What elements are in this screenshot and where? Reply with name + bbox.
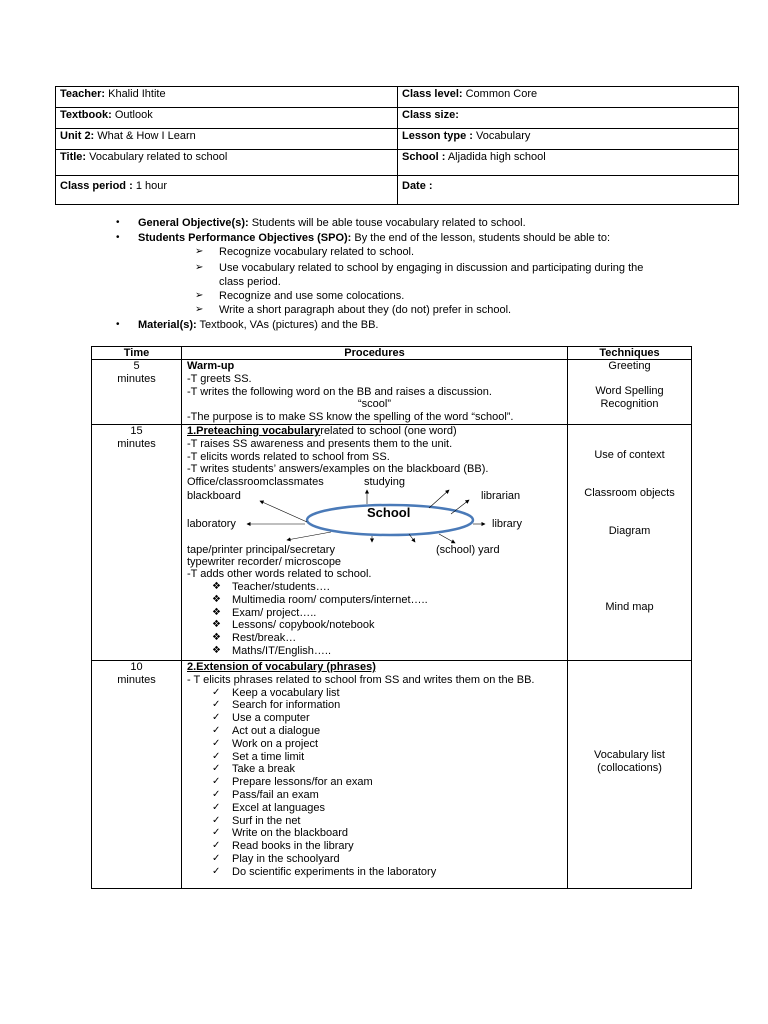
diamond-bullet-icon: ❖: [212, 606, 221, 618]
check-bullet-icon: ✓: [212, 788, 221, 800]
list-item: [187, 581, 562, 594]
step-title-rest: related to school (one word): [320, 424, 457, 437]
time-cell: [92, 660, 182, 888]
procedure-cell: [182, 424, 568, 660]
time-value: 15: [130, 424, 143, 437]
technique-item: Word Spelling: [595, 384, 664, 397]
materials-text: Textbook, VAs (pictures) and the BB.: [199, 319, 379, 331]
unit-value: What & How I Learn: [97, 130, 196, 142]
procedure-cell: [182, 360, 568, 425]
phrase-list: [187, 687, 562, 879]
col-time: Time: [92, 347, 182, 360]
arrow-bullet-icon: ➢: [195, 304, 204, 315]
textbook-value: Outlook: [114, 109, 153, 121]
check-bullet-icon: ✓: [212, 865, 221, 877]
list-item: [187, 866, 562, 879]
arrow-line: [287, 532, 331, 540]
round-bullet-icon: •: [116, 232, 120, 243]
procedure-line: “scool”: [357, 398, 391, 411]
class-level-cell: [398, 87, 739, 108]
textbook-cell: [56, 108, 398, 129]
arrow-line: [439, 534, 455, 543]
unit-cell: [56, 129, 398, 150]
check-bullet-icon: ✓: [212, 763, 221, 775]
title-cell: [56, 150, 398, 176]
general-objective-text: Students will be able touse vocabulary related to school.: [251, 217, 526, 229]
check-bullet-icon: ✓: [212, 699, 221, 711]
teacher-label: Teacher:: [60, 88, 106, 100]
procedure-line: -T greets SS.: [187, 372, 252, 385]
diamond-bullet-icon: ❖: [212, 619, 221, 631]
date-label: Date :: [402, 180, 433, 192]
list-item: [187, 853, 562, 866]
time-unit: minutes: [117, 673, 156, 686]
list-item: [187, 687, 562, 700]
table-row: [92, 424, 692, 660]
step-title: Warm-up: [187, 360, 235, 372]
time-cell: [92, 360, 182, 425]
lesson-procedure-table: [91, 346, 692, 889]
class-level-value: Common Core: [465, 88, 538, 100]
check-bullet-icon: ✓: [212, 840, 221, 852]
diamond-bullet-icon: ❖: [212, 632, 221, 644]
col-procedures: Procedures: [182, 347, 568, 360]
period-cell: [56, 176, 398, 205]
list-item: [187, 827, 562, 840]
list-item: [187, 776, 562, 789]
materials: [138, 319, 379, 332]
list-item-text: Teacher/students….: [232, 580, 330, 593]
check-bullet-icon: ✓: [212, 814, 221, 826]
unit-label: Unit 2:: [60, 130, 95, 142]
list-item: [187, 763, 562, 776]
spo-item: Write a short paragraph about they (do not) prefer in school.: [219, 304, 512, 316]
check-bullet-icon: ✓: [212, 801, 221, 813]
technique-item: Vocabulary list: [594, 748, 665, 761]
list-item: [187, 619, 562, 632]
procedure-line: - T elicits phrases related to school from SS and writes them on the BB.: [187, 673, 535, 686]
procedure-line: -T writes the following word on the BB and raises a discussion.: [187, 385, 492, 398]
round-bullet-icon: •: [116, 319, 120, 330]
list-item-text: Rest/break…: [232, 632, 297, 645]
materials-label: Material(s):: [138, 319, 197, 331]
table-header-row: [92, 347, 692, 360]
step-title: 2.Extension of vocabulary (phrases): [187, 660, 376, 673]
spo-item: Recognize and use some colocations.: [219, 290, 405, 302]
time-cell: [92, 424, 182, 660]
diamond-bullet-icon: ❖: [212, 593, 221, 605]
list-item-text: Do scientific experiments in the laboratory: [232, 865, 437, 878]
arrow-bullet-icon: ➢: [195, 290, 204, 301]
list-item-text: Search for information: [232, 699, 341, 712]
list-item-text: Excel at languages: [232, 801, 325, 814]
check-bullet-icon: ✓: [212, 776, 221, 788]
diagram-word: tape/printer principal/secretary: [187, 544, 335, 557]
list-item: [187, 594, 562, 607]
list-item: [187, 725, 562, 738]
list-item-text: Use a computer: [232, 712, 310, 725]
list-item-text: Write on the blackboard: [232, 827, 348, 840]
list-item-text: Act out a dialogue: [232, 724, 321, 737]
spo-text: By the end of the lesson, students should be able to:: [354, 232, 611, 244]
arrow-line: [429, 490, 449, 508]
table-row: [92, 360, 692, 425]
teacher-cell: [56, 87, 398, 108]
teacher-value: Khalid Ihtite: [108, 88, 166, 100]
list-item-text: Pass/fail an exam: [232, 788, 319, 801]
list-item-text: Work on a project: [232, 737, 319, 750]
list-item-text: Maths/IT/English…..: [232, 644, 332, 657]
time-value: 10: [130, 660, 143, 673]
step-title: 1.Preteaching vocabulary: [187, 424, 321, 437]
check-bullet-icon: ✓: [212, 852, 221, 864]
round-bullet-icon: •: [116, 217, 120, 228]
list-item-text: Take a break: [232, 763, 295, 776]
spo-item: Use vocabulary related to school by engaging in discussion and participating during the: [219, 262, 644, 274]
procedure-line: -The purpose is to make SS know the spelling of the word “school”.: [187, 411, 514, 424]
lesson-type-cell: [398, 129, 739, 150]
header-row: [56, 129, 739, 150]
general-objective-label: General Objective(s):: [138, 217, 249, 229]
spo-item: class period.: [219, 276, 281, 288]
diagram-center-word: School: [367, 505, 411, 521]
school-cell: [398, 150, 739, 176]
arrow-bullet-icon: ➢: [195, 262, 204, 273]
school-value: Aljadida high school: [447, 151, 546, 163]
class-level-label: Class level:: [402, 88, 463, 100]
period-value: 1 hour: [135, 180, 168, 192]
list-item: [187, 789, 562, 802]
header-row: [56, 150, 739, 176]
list-item-text: Exam/ project…..: [232, 606, 317, 619]
procedure-line: -T adds other words related to school.: [187, 568, 372, 581]
title-value: Vocabulary related to school: [89, 151, 228, 163]
diagram-word: blackboard: [187, 490, 241, 503]
check-bullet-icon: ✓: [212, 724, 221, 736]
list-item-text: Lessons/ copybook/notebook: [232, 619, 375, 632]
header-row: [56, 108, 739, 129]
list-item-text: Keep a vocabulary list: [232, 686, 340, 699]
arrow-line: [260, 501, 307, 522]
diagram-word: librarian: [481, 490, 521, 503]
lesson-type-value: Vocabulary: [475, 130, 531, 142]
technique-cell: [568, 424, 692, 660]
list-item: [187, 645, 562, 658]
technique-item: Greeting: [608, 360, 651, 372]
class-size-label: Class size:: [402, 109, 459, 121]
class-size-cell: [398, 108, 739, 129]
diamond-bullet-icon: ❖: [212, 580, 221, 592]
diagram-word: studying: [364, 476, 405, 489]
arrow-bullet-icon: ➢: [195, 246, 204, 257]
list-item: [187, 751, 562, 764]
check-bullet-icon: ✓: [212, 712, 221, 724]
list-item: [187, 802, 562, 815]
diagram-word: (school) yard: [436, 544, 500, 557]
check-bullet-icon: ✓: [212, 686, 221, 698]
header-row: [56, 87, 739, 108]
procedure-line: -T writes students’ answers/examples on the blackboard (BB).: [187, 463, 489, 476]
list-item: [187, 738, 562, 751]
date-cell: [398, 176, 739, 205]
time-value: 5: [133, 360, 140, 372]
diagram-word: Office/classroomclassmates: [187, 476, 324, 489]
textbook-label: Textbook:: [60, 109, 112, 121]
table-row: [92, 660, 692, 888]
technique-item: Mind map: [605, 600, 654, 613]
header-row: [56, 176, 739, 205]
title-label: Title:: [60, 151, 87, 163]
diagram-word: library: [492, 518, 522, 531]
check-bullet-icon: ✓: [212, 750, 221, 762]
list-item: [187, 699, 562, 712]
technique-item: Classroom objects: [584, 486, 675, 499]
list-item: [187, 632, 562, 645]
spo: [138, 232, 610, 245]
lesson-header-table: [55, 86, 739, 205]
list-item: [187, 815, 562, 828]
check-bullet-icon: ✓: [212, 737, 221, 749]
period-label: Class period :: [60, 180, 133, 192]
check-bullet-icon: ✓: [212, 827, 221, 839]
diagram-word: laboratory: [187, 518, 236, 531]
diagram-word: typewriter recorder/ microscope: [187, 556, 342, 569]
list-item-text: Play in the schoolyard: [232, 852, 340, 865]
diamond-bullet-icon: ❖: [212, 644, 221, 656]
spo-label: Students Performance Objectives (SPO):: [138, 232, 352, 244]
technique-item: Recognition: [600, 397, 659, 410]
list-item-text: Set a time limit: [232, 750, 305, 763]
technique-item: Use of context: [594, 448, 665, 461]
col-techniques: Techniques: [568, 347, 692, 360]
spo-item: Recognize vocabulary related to school.: [219, 246, 415, 258]
list-item-text: Read books in the library: [232, 840, 354, 853]
list-item-text: Surf in the net: [232, 814, 301, 827]
general-objective: [138, 217, 526, 230]
procedure-cell: [182, 660, 568, 888]
technique-cell: [568, 660, 692, 888]
school-label: School :: [402, 151, 446, 163]
procedure-line: -T raises SS awareness and presents them to the unit.: [187, 437, 453, 450]
time-unit: minutes: [117, 372, 156, 385]
list-item-text: Prepare lessons/for an exam: [232, 776, 373, 789]
lesson-type-label: Lesson type :: [402, 130, 473, 142]
list-item: [187, 840, 562, 853]
technique-cell: [568, 360, 692, 425]
technique-item: (collocations): [597, 761, 662, 774]
mind-map-diagram: [187, 476, 562, 568]
technique-item: Diagram: [608, 524, 651, 537]
list-item: [187, 607, 562, 620]
time-unit: minutes: [117, 437, 156, 450]
list-item: [187, 712, 562, 725]
list-item-text: Multimedia room/ computers/internet…..: [232, 593, 428, 606]
procedure-line: -T elicits words related to school from SS.: [187, 450, 390, 463]
